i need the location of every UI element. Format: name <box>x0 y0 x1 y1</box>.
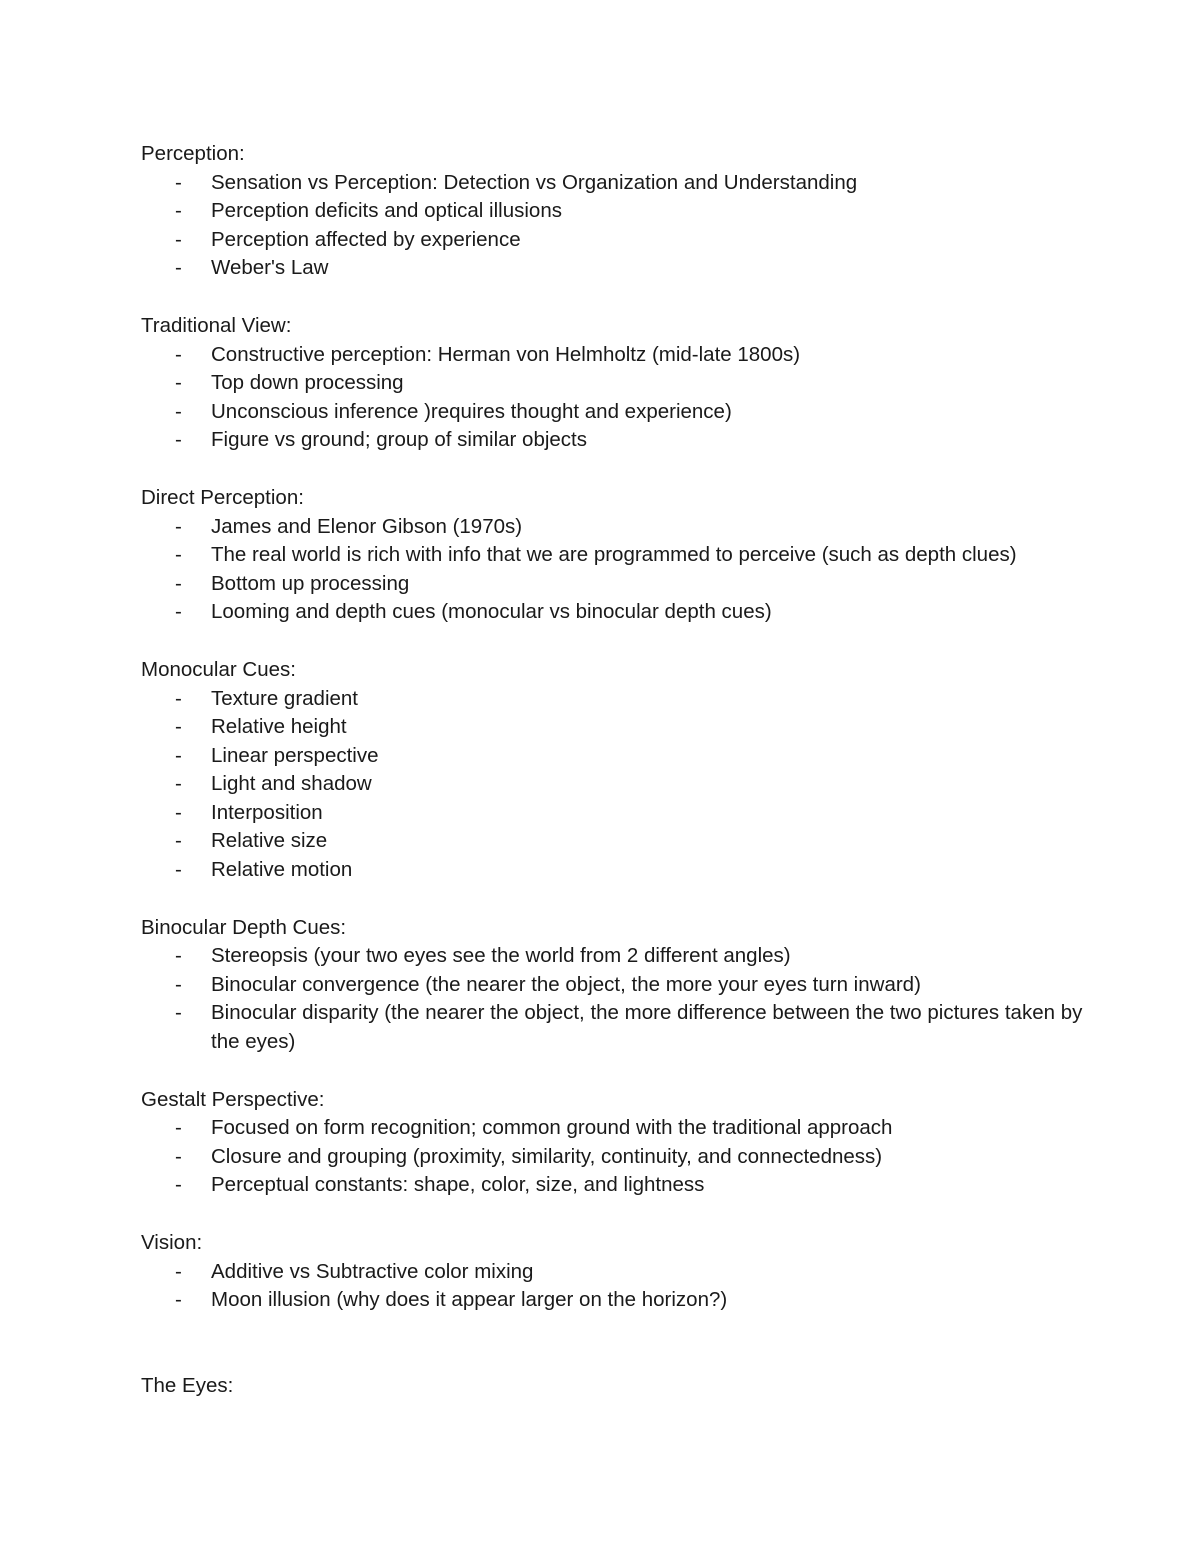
list-item <box>141 398 1101 427</box>
list-item-text: Bottom up processing <box>211 571 410 595</box>
list-item-text: Perceptual constants: shape, color, size, and lightness <box>211 1173 705 1197</box>
section-gestalt-perspective <box>141 1086 1101 1200</box>
section-heading: Vision: <box>141 1231 203 1254</box>
document-page <box>141 140 1101 1400</box>
section-the-eyes <box>141 1372 1101 1401</box>
bullet-dash: - <box>175 858 182 882</box>
list-item-text: Relative height <box>211 715 347 739</box>
list-item-text: Moon illusion (why does it appear larger on the horizon?) <box>211 1288 728 1312</box>
bullet-dash: - <box>175 743 182 767</box>
list-item-text: Looming and depth cues (monocular vs binocular depth cues) <box>211 600 772 624</box>
section-vision <box>141 1229 1101 1315</box>
bullet-dash: - <box>175 1001 182 1025</box>
bullet-dash: - <box>175 543 182 567</box>
list-item <box>141 570 1101 599</box>
bullet-dash: - <box>175 944 182 968</box>
list-item <box>141 1171 1101 1200</box>
spacer <box>141 455 1101 484</box>
bullet-dash: - <box>175 715 182 739</box>
bullet-list <box>141 513 1101 627</box>
list-item <box>141 598 1101 627</box>
bullet-dash: - <box>175 227 182 251</box>
list-item-text: Light and shadow <box>211 772 372 796</box>
bullet-dash: - <box>175 514 182 538</box>
section-heading: Gestalt Perspective: <box>141 1087 325 1111</box>
list-item-text: Binocular disparity (the nearer the object, the more difference between the two pictures taken by the eyes) <box>211 1001 1083 1054</box>
bullet-list <box>141 169 1101 283</box>
list-item-text: Closure and grouping (proximity, similarity, continuity, and connectedness) <box>211 1144 883 1168</box>
bullet-dash: - <box>175 800 182 824</box>
bullet-dash: - <box>175 371 182 395</box>
bullet-list <box>141 1114 1101 1200</box>
bullet-dash: - <box>175 170 182 194</box>
list-item-text: Stereopsis (your two eyes see the world from 2 different angles) <box>211 944 791 968</box>
bullet-dash: - <box>175 1144 182 1168</box>
list-item-text: Interposition <box>211 800 323 824</box>
spacer <box>141 1200 1101 1229</box>
list-item-text: Top down processing <box>211 371 404 395</box>
bullet-dash: - <box>175 772 182 796</box>
list-item <box>141 770 1101 799</box>
list-item <box>141 169 1101 198</box>
list-item-text: Additive vs Subtractive color mixing <box>211 1259 534 1283</box>
list-item-text: Relative size <box>211 829 328 853</box>
bullet-list <box>141 942 1101 1056</box>
list-item <box>141 1114 1101 1143</box>
list-item <box>141 513 1101 542</box>
section-direct-perception <box>141 484 1101 627</box>
list-item-text: Sensation vs Perception: Detection vs Organization and Understanding <box>211 170 858 194</box>
spacer <box>141 283 1101 312</box>
section-heading: Binocular Depth Cues: <box>141 915 347 939</box>
list-item-text: Perception affected by experience <box>211 227 521 251</box>
list-item-text: Texture gradient <box>211 686 359 710</box>
section-heading: Traditional View: <box>141 313 292 337</box>
section-monocular-cues <box>141 656 1101 885</box>
list-item <box>141 742 1101 771</box>
list-item-text: Focused on form recognition; common ground with the traditional approach <box>211 1116 893 1140</box>
list-item <box>141 426 1101 455</box>
list-item <box>141 856 1101 885</box>
bullet-dash: - <box>175 199 182 223</box>
section-perception <box>141 140 1101 283</box>
list-item <box>141 369 1101 398</box>
bullet-list <box>141 341 1101 455</box>
list-item <box>141 1286 1101 1315</box>
list-item <box>141 799 1101 828</box>
spacer <box>141 1315 1101 1372</box>
bullet-dash: - <box>175 571 182 595</box>
bullet-dash: - <box>175 256 182 280</box>
bullet-dash: - <box>175 428 182 452</box>
bullet-dash: - <box>175 1259 182 1283</box>
list-item-text: Relative motion <box>211 858 353 882</box>
list-item-text: Unconscious inference )requires thought and experience) <box>211 399 732 423</box>
spacer <box>141 627 1101 656</box>
list-item-text: Weber's Law <box>211 256 329 280</box>
list-item-text: Perception deficits and optical illusions <box>211 199 562 223</box>
list-item <box>141 197 1101 226</box>
list-item <box>141 971 1101 1000</box>
list-item <box>141 1258 1101 1287</box>
list-item-text: Linear perspective <box>211 743 379 767</box>
list-item <box>141 254 1101 283</box>
list-item <box>141 1143 1101 1172</box>
bullet-dash: - <box>175 1173 182 1197</box>
list-item-text: James and Elenor Gibson (1970s) <box>211 514 523 538</box>
list-item <box>141 685 1101 714</box>
list-item-text: Figure vs ground; group of similar objects <box>211 428 588 452</box>
bullet-dash: - <box>175 1288 182 1312</box>
bullet-dash: - <box>175 829 182 853</box>
list-item <box>141 942 1101 971</box>
list-item-text: Binocular convergence (the nearer the object, the more your eyes turn inward) <box>211 972 921 996</box>
spacer <box>141 1057 1101 1086</box>
list-item <box>141 541 1101 570</box>
list-item <box>141 827 1101 856</box>
bullet-dash: - <box>175 600 182 624</box>
section-binocular-depth-cues <box>141 914 1101 1057</box>
bullet-dash: - <box>175 1116 182 1140</box>
bullet-dash: - <box>175 972 182 996</box>
section-traditional-view <box>141 312 1101 455</box>
section-heading: Monocular Cues: <box>141 657 296 681</box>
bullet-dash: - <box>175 342 182 366</box>
spacer <box>141 885 1101 914</box>
bullet-list <box>141 685 1101 885</box>
list-item-text: The real world is rich with info that we are programmed to perceive (such as depth clues) <box>211 543 1017 567</box>
list-item <box>141 226 1101 255</box>
bullet-dash: - <box>175 686 182 710</box>
bullet-list <box>141 1258 1101 1315</box>
list-item-text: Constructive perception: Herman von Helmholtz (mid-late 1800s) <box>211 342 801 366</box>
list-item <box>141 999 1101 1056</box>
section-heading: Perception: <box>141 142 245 165</box>
section-heading: The Eyes: <box>141 1373 234 1397</box>
bullet-dash: - <box>175 399 182 423</box>
list-item <box>141 713 1101 742</box>
section-heading: Direct Perception: <box>141 485 304 509</box>
list-item <box>141 341 1101 370</box>
